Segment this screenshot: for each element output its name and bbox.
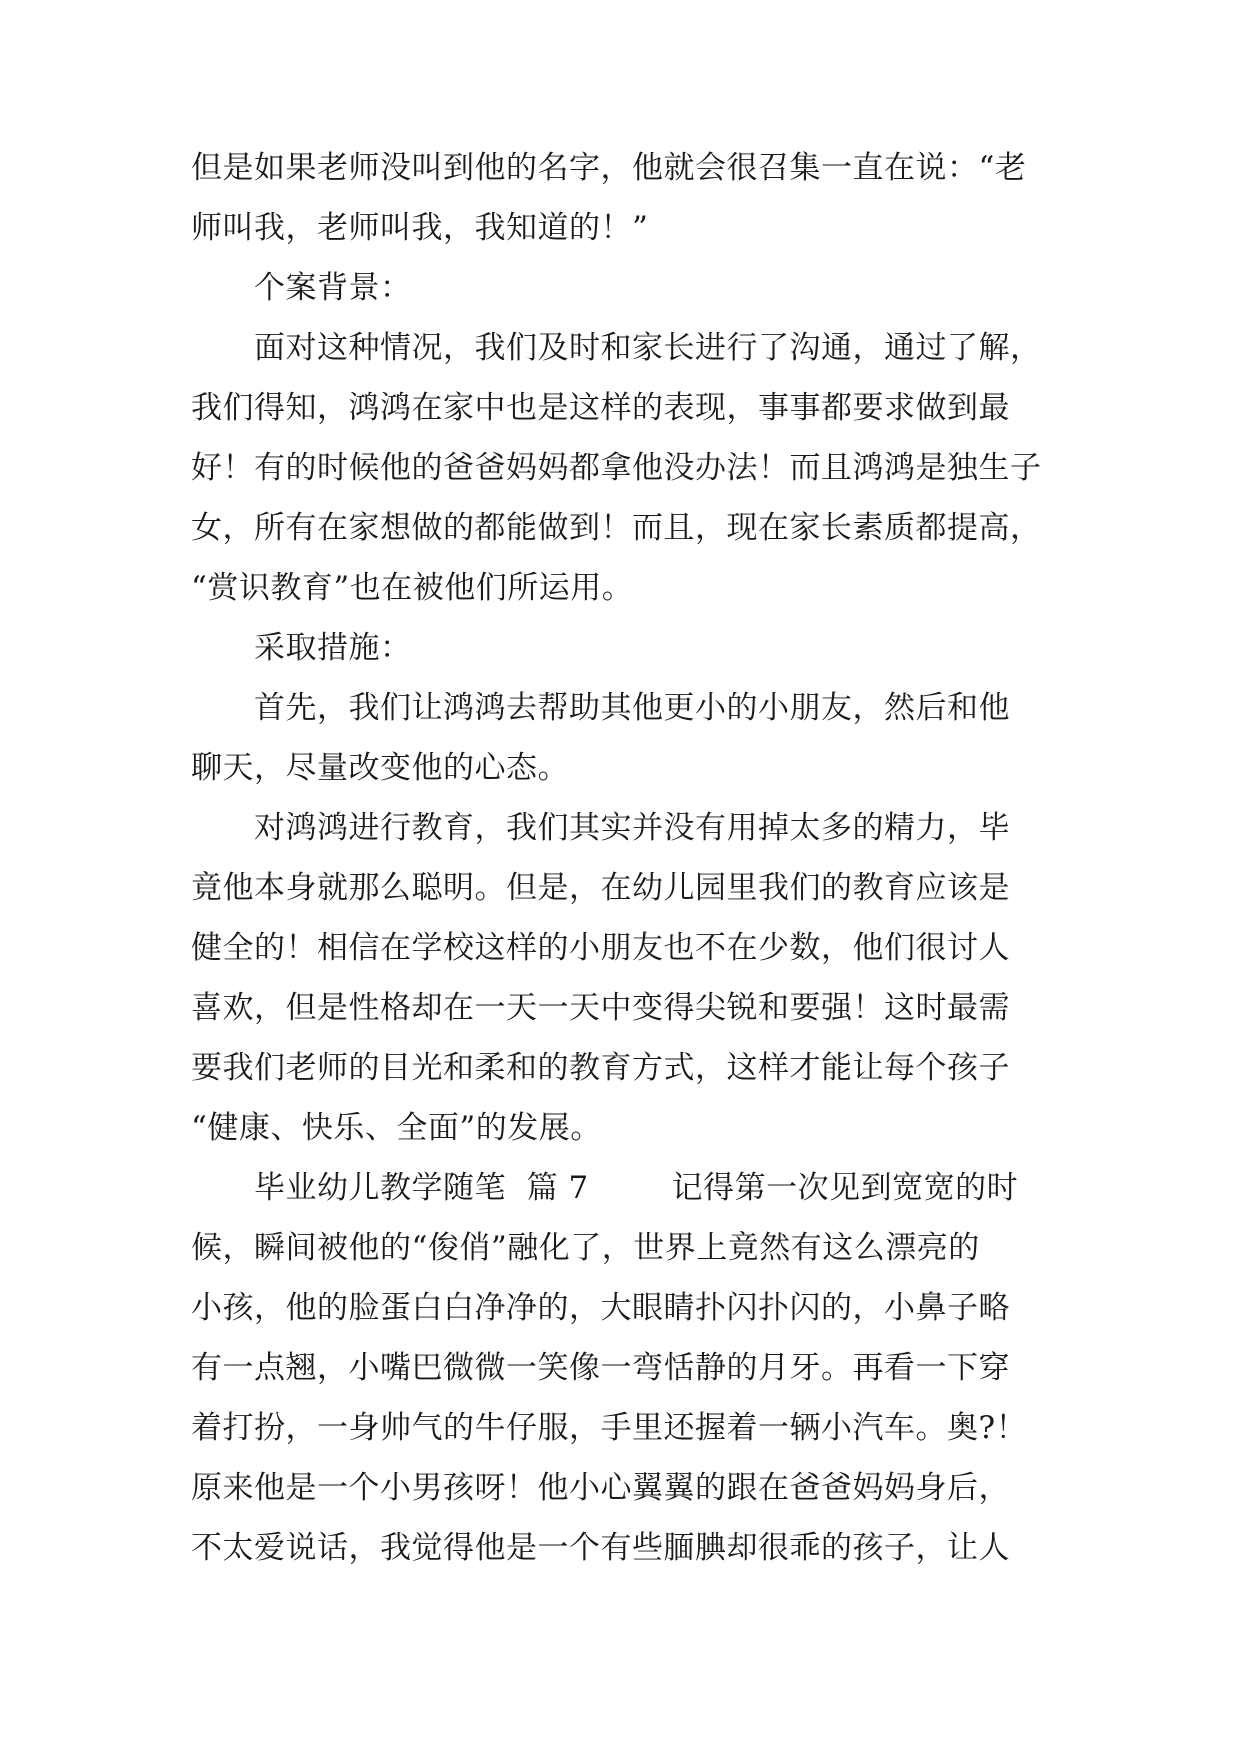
text-line: “健康、快乐、全面”的发展。	[191, 1110, 602, 1146]
text-line: 要我们老师的目光和柔和的教育方式，这样才能让每个孩子	[191, 1050, 1010, 1086]
text-line: 好！有的时候他的爸爸妈妈都拿他没办法！而且鸿鸿是独生子	[191, 450, 1042, 486]
text-line: 师叫我，老师叫我，我知道的！”	[191, 210, 649, 246]
text-line: “赏识教育”也在被他们所运用。	[191, 570, 634, 606]
text-line: 小孩，他的脸蛋白白净净的，大眼睛扑闪扑闪的，小鼻子略	[191, 1290, 1010, 1326]
text-line: 不太爱说话，我觉得他是一个有些腼腆却很乖的孩子，让人	[191, 1530, 1010, 1566]
text-line: 首先，我们让鸿鸿去帮助其他更小的小朋友，然后和他	[254, 690, 1010, 726]
text-line: 面对这种情况，我们及时和家长进行了沟通，通过了解，	[254, 330, 1042, 366]
text-line: 喜欢，但是性格却在一天一天中变得尖锐和要强！这时最需	[191, 990, 1010, 1026]
text-line: 毕业幼儿教学随笔 篇 7 记得第一次见到宽宽的时	[254, 1170, 1019, 1206]
text-line: 但是如果老师没叫到他的名字，他就会很召集一直在说：“老	[191, 150, 1027, 186]
text-line: 我们得知，鸿鸿在家中也是这样的表现，事事都要求做到最	[191, 390, 1010, 426]
text-line: 健全的！相信在学校这样的小朋友也不在少数，他们很讨人	[191, 930, 1010, 966]
text-line: 女，所有在家想做的都能做到！而且，现在家长素质都提高，	[191, 510, 1042, 546]
text-line: 有一点翘，小嘴巴微微一笑像一弯恬静的月牙。再看一下穿	[191, 1350, 1010, 1386]
text-line: 聊天，尽量改变他的心态。	[191, 750, 569, 786]
section-heading: 个案背景：	[254, 270, 412, 306]
text-line: 对鸿鸿进行教育，我们其实并没有用掉太多的精力，毕	[254, 810, 1010, 846]
text-line: 竟他本身就那么聪明。但是，在幼儿园里我们的教育应该是	[191, 870, 1010, 906]
text-line: 着打扮，一身帅气的牛仔服，手里还握着一辆小汽车。奥?！	[191, 1410, 1028, 1446]
text-line: 原来他是一个小男孩呀！他小心翼翼的跟在爸爸妈妈身后，	[191, 1470, 1010, 1506]
section-heading: 采取措施：	[254, 630, 412, 666]
text-line: 候，瞬间被他的“俊俏”融化了，世界上竟然有这么漂亮的	[191, 1230, 980, 1266]
